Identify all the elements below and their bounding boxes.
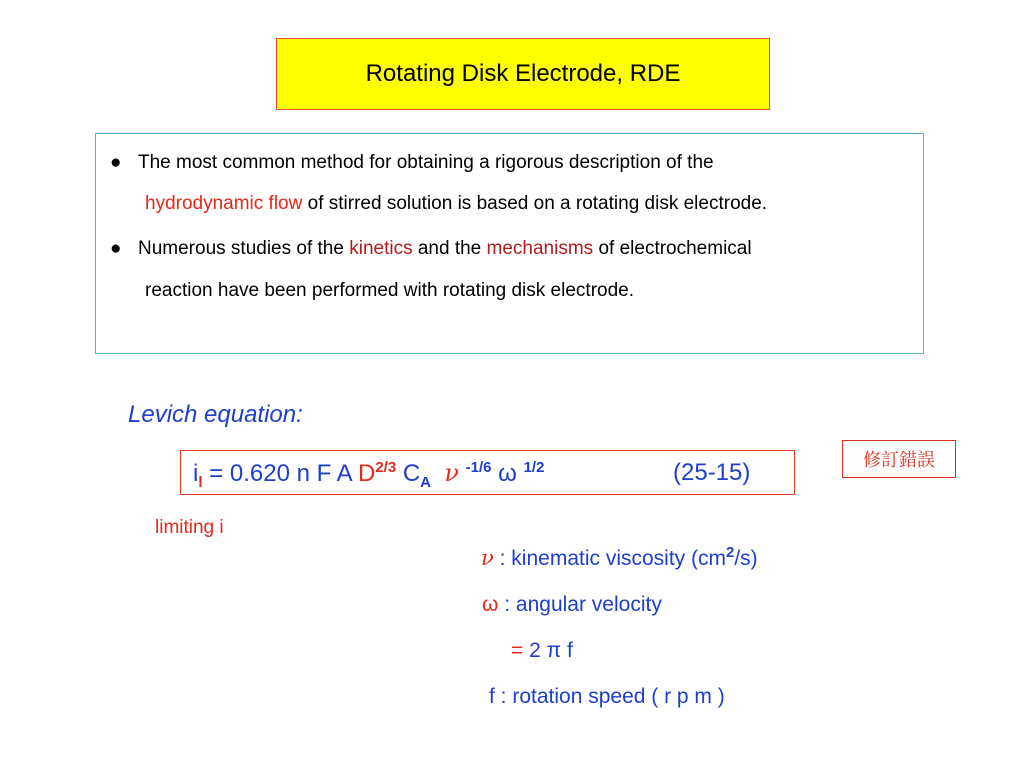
definition-omega: ω : angular velocity <box>482 593 662 616</box>
definition-nu: ν : kinematic viscosity $(cm^2/s)$ <box>481 544 758 570</box>
levich-equation-box <box>180 450 795 495</box>
content-box <box>95 133 924 354</box>
hydrodynamic-flow-term: hydrodynamic flow <box>145 193 303 214</box>
bullet-icon: ● <box>110 238 122 259</box>
mechanisms-term: mechanisms <box>486 238 594 259</box>
equation-number: (25-15) <box>673 459 751 486</box>
slide-title <box>276 38 770 110</box>
correction-button[interactable] <box>842 440 956 478</box>
definition-f: f : rotation speed ( r p m ) <box>489 685 725 708</box>
limiting-current-label: limiting i <box>155 517 224 538</box>
slide-title-text: Rotating Disk Electrode, RDE <box>365 60 681 87</box>
bullet-1-line-1: The most common method for obtaining a rigorous description of the <box>138 152 714 173</box>
bullet-2-line-2: reaction have been performed with rotating disk electrode. <box>145 280 634 301</box>
correction-label: 修訂錯誤 <box>863 450 935 471</box>
bullet-icon: ● <box>110 152 122 173</box>
levich-heading: Levich equation: <box>128 401 303 428</box>
definition-omega-formula: = 2 π f <box>511 639 573 662</box>
levich-equation: $i_l = 0.620$ n F A $D^{2/3}$ $C_A$ ν $^{-1/6}$ ω $^{1/2}$ <box>193 459 545 491</box>
kinetics-term: kinetics <box>349 238 413 259</box>
bullet-1-line-2: hydrodynamic flow of stirred solution is based on a rotating disk electrode. <box>145 193 768 214</box>
bullet-2-line-1: Numerous studies of the kinetics and the mechanisms of electrochemical <box>138 238 752 259</box>
